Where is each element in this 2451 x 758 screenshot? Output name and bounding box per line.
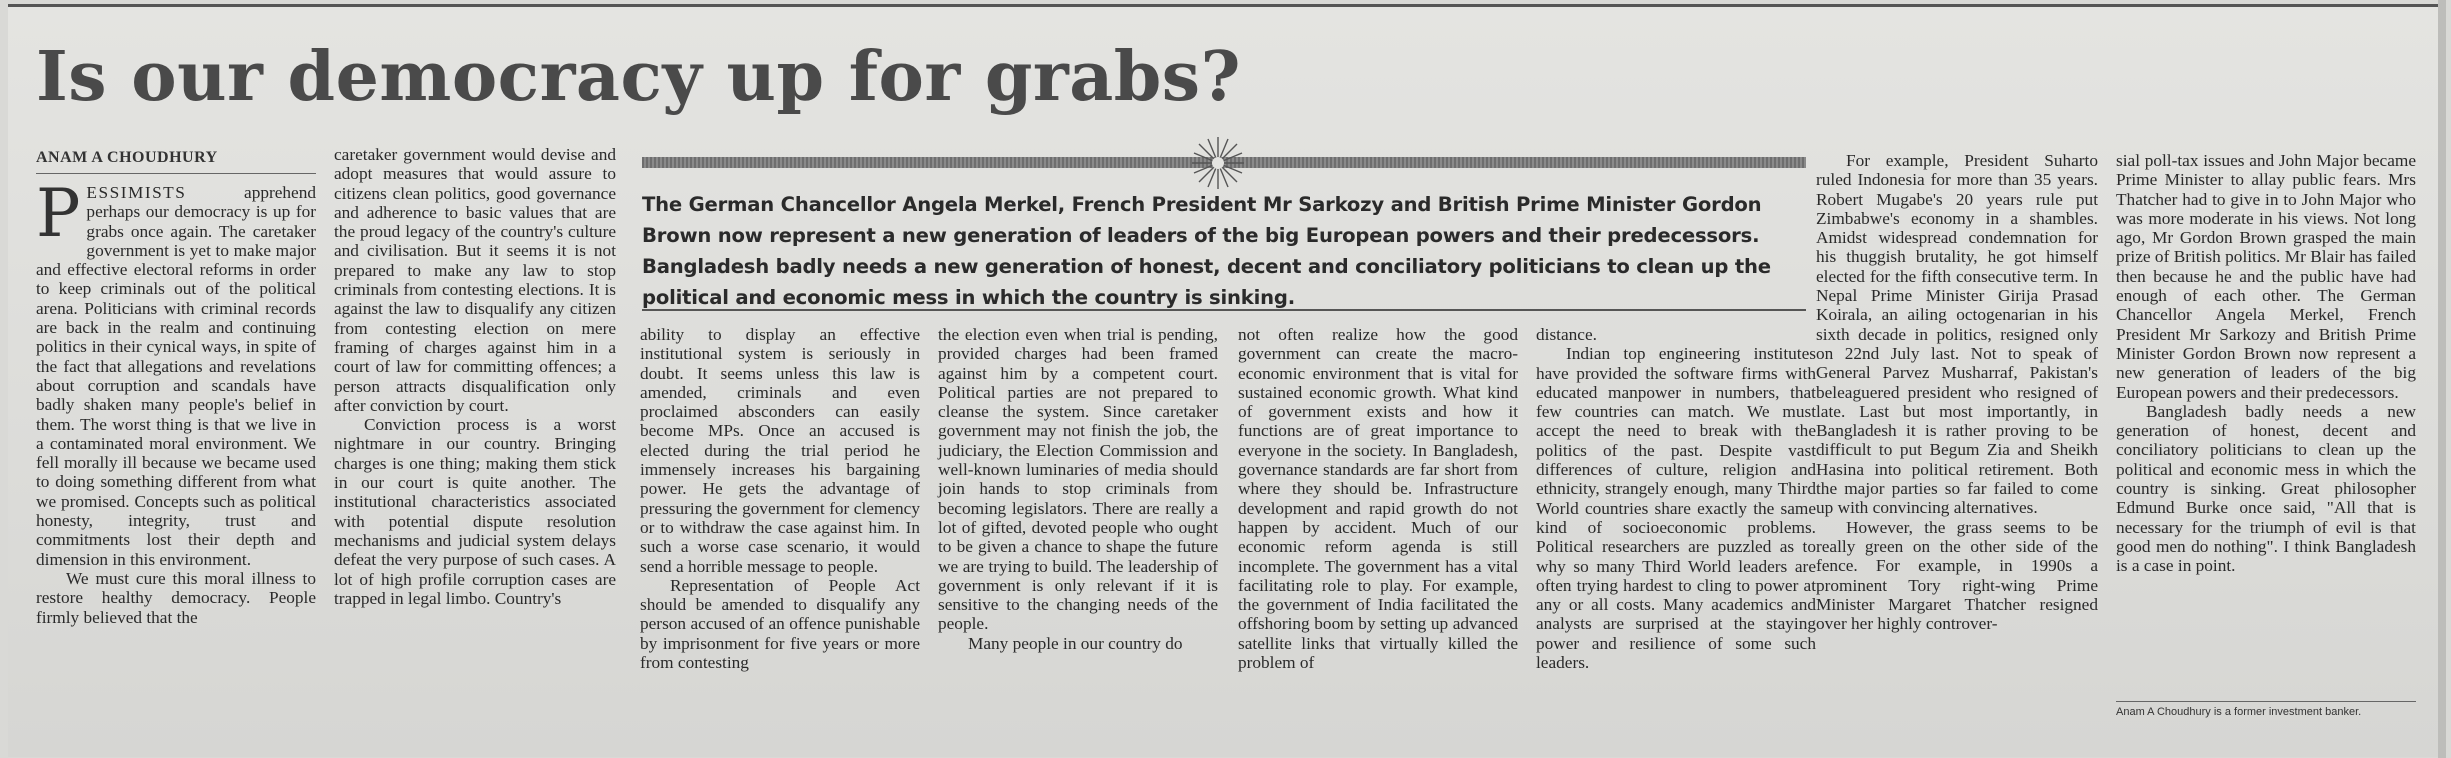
newspaper-page <box>8 4 2443 757</box>
article-column-7 <box>1816 151 2098 633</box>
starburst-icon <box>1190 135 1246 191</box>
paragraph: not often realize how the good government can create the macro-economic environment that is vital for sustained economic growth. What kind of government exists and how it functions are of great importance to everyone in the society. In Bangladesh, governance standards are far short from where they should be. Infrastructure development and rapid growth do not happen by accident. Much of our economic reform agenda is still incomplete. The government has a vital facilitating role to play. For example, the government of India facilitated the offshoring boom by setting up advanced satellite links that virtually killed the problem of <box>1238 325 1518 673</box>
paragraph: Representation of People Act should be amended to disqualify any person accused of an offence punishable by imprisonment for five years or more from contesting <box>640 575 920 673</box>
article-column-4 <box>938 325 1218 653</box>
paragraph: Indian top engineering institutes have provided the software firms with educated manpower in numbers, that few countries can match. We must accept the need to break with the politics of the past. Despite vast differences of culture, religion and ethnicity, strangely enough, many Third World countries share exactly the same kind of socioeconomic problems. Political researchers are puzzled as to why so many Third World leaders are often trying hardest to cling to power at any or all costs. Many academics and analysts are surprised at the staying power and resilience of some such leaders. <box>1536 344 1816 673</box>
paragraph: However, the grass seems to be really green on the other side of the fence. For example, in 1990s a prominent Tory right-wing Prime Minister Margaret Thatcher resigned over her highly controver- <box>1816 517 2098 634</box>
byline: ANAM A CHOUDHURY <box>36 149 316 174</box>
page-edge <box>2438 0 2446 758</box>
paragraph: sial poll-tax issues and John Major became Prime Minister to allay public fears. Mrs Thatcher had to give in to John Major who was more moderate in his views. Not long ago, Mr Gordon Brown grasped the main prize of British politics. Mr Blair has failed then because he and the public have had enough of each other. The German Chancellor Angela Merkel, French President Mr Sarkozy and British Prime Minister Gordon Brown now represent a new generation of leaders of the big European powers and their predecessors. <box>2116 151 2416 402</box>
paragraph: Bangladesh badly needs a new generation of honest, decent and conciliatory politicians to clean up the political and economic mess in which the country is sinking. Great philosopher Edmund Burke once said, "All that is necessary for the triumph of evil is that good men do nothing". I think Bangladesh is a case in point. <box>2116 401 2416 576</box>
article-column-2 <box>334 145 616 608</box>
paragraph: Conviction process is a worst nightmare in our country. Bringing charges is one thing; making them stick in our court is quite another. The institutional characteristics associated with potential dispute resolution mechanisms and judicial system delays defeat the very purpose of such cases. A lot of high profile corruption cases are trapped in legal limbo. Country's <box>334 415 616 608</box>
lead-text: apprehend perhaps our democracy is up for grabs once again. The caretaker government is yet to make major and effective electoral reforms in order to keep criminals out of the political arena. Politicians with criminal records are back in the realm and continuing politics in their cynical ways, in spite of the fact that allegations and revelations about corruption and scandals have badly shaken many people's belief in them. The worst thing is that we live in a contaminated moral environment. We fell morally ill because we became used to doing something different from what we promised. Concepts such as political honesty, integrity, trust and commitments lost their depth and dimension in this environment. <box>36 183 316 569</box>
paragraph: the election even when trial is pending, provided charges had been framed against him by a competent court. Political parties are not prepared to cleanse the system. Since caretaker government may not finish the job, the judiciary, the Election Commission and well-known luminaries of media should join hands to stop criminals from becoming legislators. There are really a lot of gifted, devoted people who ought to be given a chance to shape the future we are trying to build. The leadership of government is only relevant if it is sensitive to the changing needs of the people. <box>938 325 1218 634</box>
article-column-6 <box>1536 325 1816 672</box>
paragraph: caretaker government would devise and adopt measures that would assure to citizens clean politics, good governance and adherence to basic values that are the proud legacy of the country's culture and civilisation. But it seems it is not prepared to make any law to stop criminals from contesting elections. It is against the law to disqualify any citizen from contesting election on mere framing of charges against him in a court of law for committing offences; a person attracts disqualification only after conviction by court. <box>334 145 616 415</box>
paragraph: For example, President Suharto ruled Indonesia for more than 35 years. Robert Mugabe's 20 years rule put Zimbabwe's economy in a shambles. Amidst widespread condemnation for his thuggish brutality, he got himself elected for the fifth consecutive term. In Nepal Prime Minister Girija Prasad Koirala, an ailing octogenarian in his sixth decade in politics, resigned only on 22nd July last. Not to speak of General Parvez Musharraf, Pakistan's beleaguered president who resigned of late. Last but most importantly, in Bangladesh it is rather proving to be difficult to put Begum Zia and Sheikh Hasina into political retirement. Both the major parties so far failed to come up with convincing alternatives. <box>1816 151 2098 518</box>
headline: Is our democracy up for grabs? <box>36 37 1241 117</box>
pull-quote-text: The German Chancellor Angela Merkel, French President Mr Sarkozy and British Prime Minister Gordon Brown now represent a new generation of leaders of the big European powers and their predecessors. Bangladesh badly needs a new generation of honest, decent and conciliatory politicians to clean up the political and economic mess in which the country is sinking. <box>642 193 1771 309</box>
article-column-5 <box>1238 325 1518 672</box>
paragraph: ability to display an effective institutional system is seriously in doubt. It seems unless this law is amended, criminals and even proclaimed absconders can easily become MPs. Once an accused is elected during the trial period he immensely increases his bargaining power. He gets the advantage of pressuring the government for clemency or to withdraw the case against him. In such a worse case scenario, it would send a horrible message to people. <box>640 325 920 576</box>
paragraph: We must cure this moral illness to restore healthy democracy. People firmly believed that the <box>36 568 316 627</box>
lead-paragraph <box>36 175 316 569</box>
paragraph: Many people in our country do <box>968 633 1183 653</box>
article-column-3 <box>640 325 920 672</box>
article-column-1 <box>36 175 316 627</box>
drop-cap: P <box>36 175 81 252</box>
article-column-8 <box>2116 151 2416 576</box>
pull-quote-rule <box>642 309 1806 311</box>
author-note: Anam A Choudhury is a former investment banker. <box>2116 701 2416 718</box>
pull-quote-box <box>640 153 1810 311</box>
lead-caps: ESSIMISTS <box>86 183 187 202</box>
paragraph: distance. <box>1536 325 1597 344</box>
